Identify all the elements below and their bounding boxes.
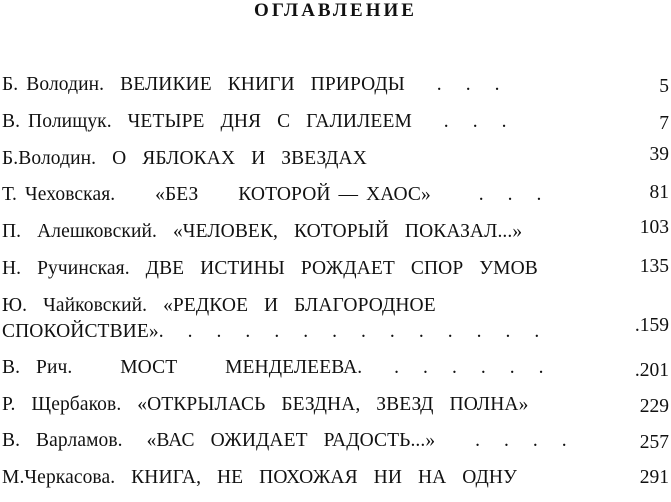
toc-entry-title: В. Варламов. «ВАС ОЖИДАЕТ РАДОСТЬ...» . . . . bbox=[2, 430, 567, 452]
toc-entry-title: П. Алешковский. «ЧЕЛОВЕК, КОТОРЫЙ ПОКАЗАЛ...» bbox=[2, 221, 523, 243]
toc-page-number: 5 bbox=[659, 76, 669, 97]
toc-entry bbox=[2, 256, 669, 293]
toc-entry-title: Б.Володин. О ЯБЛОКАХ И ЗВЕЗДАХ bbox=[2, 147, 367, 169]
toc-entry bbox=[2, 465, 669, 502]
toc-entry bbox=[2, 72, 669, 109]
toc-entry-title: Б. Володин. ВЕЛИКИЕ КНИГИ ПРИРОДЫ . . . bbox=[2, 74, 500, 95]
toc-page-number: 229 bbox=[639, 395, 669, 417]
toc-page-number: 7 bbox=[659, 112, 669, 134]
toc-entry bbox=[2, 219, 669, 256]
table-of-contents bbox=[2, 72, 669, 502]
toc-entry bbox=[2, 428, 669, 465]
toc-page-number: 39 bbox=[649, 143, 669, 165]
toc-entry-title: Т. Чеховская. «БЕЗ КОТОРОЙ — ХАОС» . . . bbox=[2, 184, 542, 206]
toc-entry-title: В. Рич. МОСТ МЕНДЕЛЕЕВА. . . . . . . bbox=[2, 356, 544, 378]
toc-entry-title: Н. Ручинская. ДВЕ ИСТИНЫ РОЖДАЕТ СПОР УМОВ bbox=[2, 257, 538, 279]
toc-entry-title: Р. Щербаков. «ОТКРЫЛАСЬ БЕЗДНА, ЗВЕЗД ПОЛНА» bbox=[2, 393, 529, 415]
toc-page-number: 135 bbox=[639, 255, 669, 277]
toc-entry bbox=[2, 109, 669, 146]
toc-entry-title: Ю. Чайковский. «РЕДКОЕ И БЛАГОРОДНОЕ СПОКОЙСТВИЕ». . . . . . . . . . . . . . bbox=[2, 294, 540, 342]
toc-entry bbox=[2, 392, 669, 429]
toc-page-number: 257 bbox=[639, 432, 669, 454]
page-title: ОГЛАВЛЕНИЕ bbox=[254, 0, 417, 21]
toc-entry-title: В. Полищук. ЧЕТЫРЕ ДНЯ С ГАЛИЛЕЕМ . . . bbox=[2, 110, 507, 132]
toc-entry-title: М.Черкасова. КНИГА, НЕ ПОХОЖАЯ НИ НА ОДНУ bbox=[2, 467, 518, 489]
toc-page-number: 81 bbox=[649, 182, 669, 204]
toc-page-number: .201 bbox=[634, 359, 669, 381]
toc-page-number: 103 bbox=[639, 217, 669, 239]
toc-entry bbox=[2, 143, 669, 183]
toc-entry bbox=[2, 182, 669, 219]
toc-entry bbox=[2, 355, 669, 392]
toc-page-number: 291 bbox=[639, 467, 669, 489]
toc-entry bbox=[2, 293, 669, 355]
toc-page-number: .159 bbox=[634, 314, 669, 336]
